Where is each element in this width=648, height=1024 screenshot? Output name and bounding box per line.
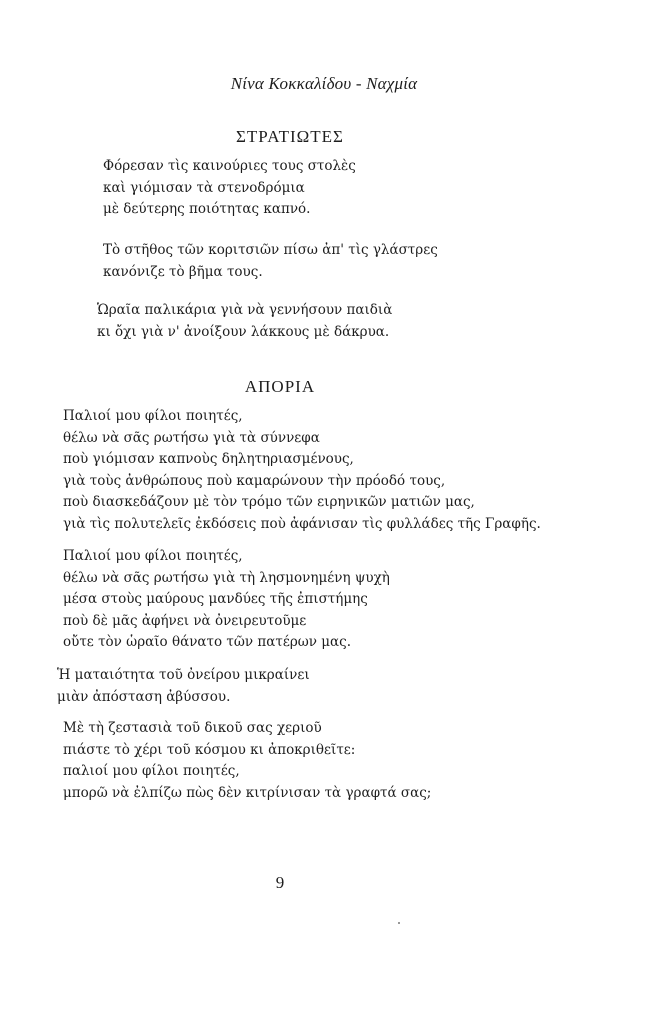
poem-line: Ἡ ματαιότητα τοῦ ὀνείρου μικραίνει xyxy=(57,667,310,683)
poem-line: θέλω νὰ σᾶς ρωτήσω γιὰ τὴ λησμονημένη ψυχὴ xyxy=(63,569,390,586)
poem-line: μπορῶ νὰ ἐλπίζω πὼς δὲν κιτρίνισαν τὰ γραφτά σας; xyxy=(63,784,432,801)
poem-line: γιὰ τοὺς ἀνθρώπους ποὺ καμαρώνουν τὴν πρόοδό τους, xyxy=(63,472,446,489)
poem-line: θέλω νὰ σᾶς ρωτήσω γιὰ τὰ σύννεφα xyxy=(63,429,320,446)
poem-line: καὶ γιόμισαν τὰ στενοδρόμια xyxy=(103,179,305,196)
paper-speck xyxy=(398,922,400,924)
poem-line: μὲ δεύτερης ποιότητας καπνό. xyxy=(103,201,311,217)
poem-line: Φόρεσαν τὶς καινούριες τους στολὲς xyxy=(103,158,356,174)
poem-line: Μὲ τὴ ζεστασιὰ τοῦ δικοῦ σας χεριοῦ xyxy=(63,720,322,736)
poem-stanza xyxy=(97,300,392,343)
poem-title-stratiotes: ΣΤΡΑΤΙΩΤΕΣ xyxy=(236,127,344,146)
poem-line: ποὺ διασκεδάζουν μὲ τὸν τρόμο τῶν ειρηνικῶν ματιῶν μας, xyxy=(63,494,475,510)
poem-line: Παλιοί μου φίλοι ποιητές, xyxy=(63,408,243,424)
poem-line: Ὡραῖα παλικάρια γιὰ νὰ γεννήσουν παιδιὰ xyxy=(97,302,393,318)
poem-stanza xyxy=(103,156,356,221)
poem-line: μέσα στοὺς μαύρους μανδύες τῆς ἐπιστήμης xyxy=(63,591,368,607)
poem-stanza xyxy=(63,406,541,535)
poem-line: μιὰν ἀπόσταση ἀβύσσου. xyxy=(57,688,231,705)
poem-stanza xyxy=(103,240,438,283)
poem-line: γιὰ τὶς πολυτελεῖς ἐκδόσεις ποὺ ἀφάνισαν τὶς φυλλάδες τῆς Γραφῆς. xyxy=(63,515,541,532)
poem-line: οὔτε τὸν ὡραῖο θάνατο τῶν πατέρων μας. xyxy=(63,634,352,650)
poem-line: κι ὄχι γιὰ ν' ἀνοίξουν λάκκους μὲ δάκρυα. xyxy=(97,323,390,340)
poem-line: παλιοί μου φίλοι ποιητές, xyxy=(63,763,240,779)
poem-line: ποὺ δὲ μᾶς ἀφήνει νὰ ὀνειρευτοῦμε xyxy=(63,612,307,629)
poem-stanza xyxy=(63,718,431,804)
poem-stanza xyxy=(63,546,390,654)
author-name: Νίνα Κοκκαλίδου - Ναχμία xyxy=(230,74,418,93)
page-number: 9 xyxy=(275,873,285,892)
poem-line: πιάστε τὸ χέρι τοῦ κόσμου κι ἀποκριθεῖτε: xyxy=(63,741,356,758)
poem-line: Τὸ στῆθος τῶν κοριτσιῶν πίσω ἀπ' τὶς γλάστρες xyxy=(103,242,438,258)
poem-stanza xyxy=(57,665,310,708)
poem-line: ποὺ γιόμισαν καπνοὺς δηλητηριασμένους, xyxy=(63,451,354,467)
poem-title-aporia: ΑΠΟΡΙΑ xyxy=(244,377,316,396)
poem-line: κανόνιζε τὸ βῆμα τους. xyxy=(103,263,263,280)
poem-line: Παλιοί μου φίλοι ποιητές, xyxy=(63,548,243,564)
